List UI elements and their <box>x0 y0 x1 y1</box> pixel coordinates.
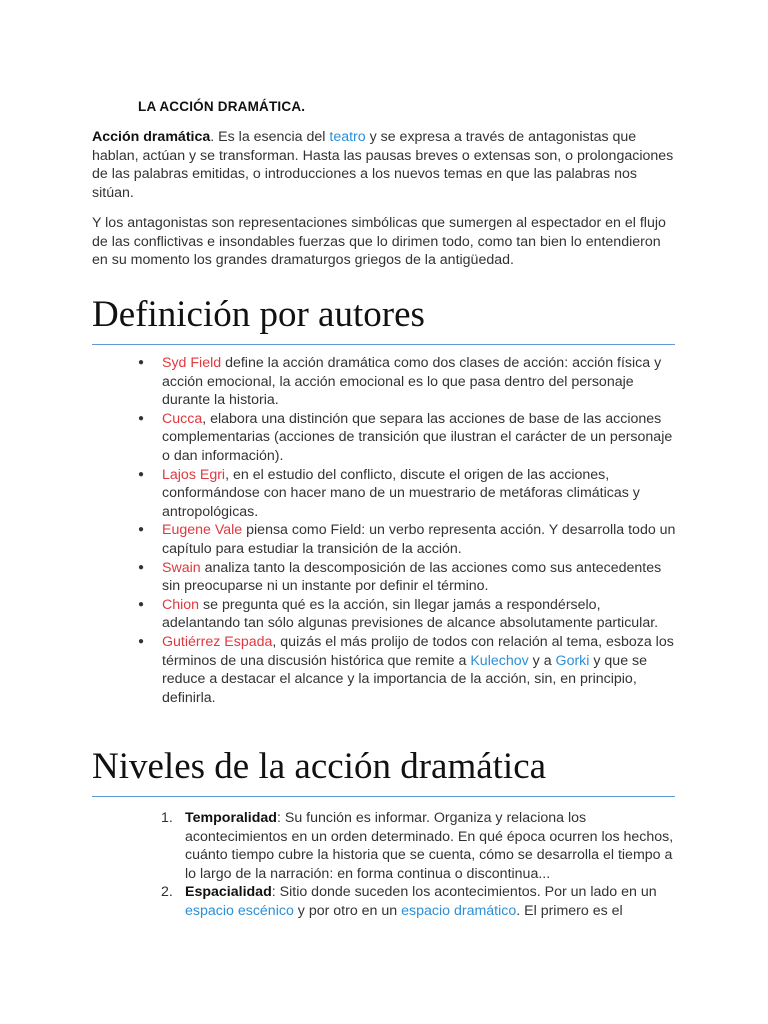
list-item <box>138 466 677 522</box>
author-link[interactable]: Eugene Vale <box>162 522 243 539</box>
list-item <box>138 596 677 633</box>
document-title: LA ACCIÓN DRAMÁTICA. <box>138 99 306 114</box>
list-item-text: , en el estudio del conflicto, discute el origen de las acciones, conformándose con hacer mano de un muestrario de metáforas climáticas y antropológicas. <box>162 466 640 520</box>
kulechov-link[interactable]: Kulechov <box>470 652 529 669</box>
list-item-text: piensa como Field: un verbo representa acción. Y desarrolla todo un capítulo para estudiar la transición de la acción. <box>162 522 676 557</box>
list-item <box>138 559 677 596</box>
intro-paragraph <box>92 128 677 202</box>
list-item-text: : Su función es informar. Organiza y relaciona los acontecimientos en un orden determinado. En qué época ocurren los hechos, cuánto tiempo cubre la historia que se cuenta, cómo se desarrolla el tiempo a lo largo de la narración: en forma continua o discontinua... <box>185 810 674 882</box>
list-item <box>138 521 677 558</box>
section-heading-niveles: Niveles de la acción dramática <box>92 745 675 797</box>
intro-term: Acción dramática <box>92 129 211 145</box>
author-link[interactable]: Gutiérrez Espada <box>162 633 273 650</box>
list-item <box>138 410 677 466</box>
list-item-text: y a <box>528 652 556 669</box>
levels-list <box>161 809 677 921</box>
list-item-text: define la acción dramática como dos clases de acción: acción física y acción emocional, la acción emocional es lo que pasa dentro del personaje durante la historia. <box>162 355 662 409</box>
intro-text-a: . Es la esencia del <box>210 129 330 145</box>
level-term: Espacialidad <box>185 884 272 901</box>
espacio-dramatico-link[interactable]: espacio dramático <box>401 902 517 919</box>
author-link[interactable]: Lajos Egri <box>162 466 226 483</box>
list-item <box>161 883 677 920</box>
bullet-icon: ● <box>138 598 145 610</box>
bullet-icon: ● <box>138 357 145 368</box>
list-item-text: analiza tanto la descomposición de las acciones como sus antecedentes sin preocuparse ni un instante por definir el término. <box>162 559 662 595</box>
author-link[interactable]: Chion <box>162 596 200 613</box>
intro-text-b: y se expresa a través de antagonistas que hablan, actúan y se transforman. Hasta las pausas breves o extensas son, o prolongaciones de las palabras emitidas, o introducciones a los nuevos temas en que las palabras nos sitúan. <box>92 129 674 201</box>
list-item-text: se pregunta qué es la acción, sin llegar jamás a respondérselo, adelantando tan sólo algunas previsiones de alcance absolutamente particular. <box>162 596 659 632</box>
list-item-text: y por otro en un <box>293 902 402 919</box>
gorki-link[interactable]: Gorki <box>555 652 590 669</box>
bullet-icon: ● <box>138 635 145 647</box>
author-link[interactable]: Swain <box>162 559 201 576</box>
list-number: 2. <box>161 884 173 901</box>
bullet-icon: ● <box>138 412 145 424</box>
level-term: Temporalidad <box>185 810 277 826</box>
list-item-text: y que se reduce a destacar el alcance y la importancia de la acción, sin, en principio, definirla. <box>162 652 648 706</box>
author-link[interactable]: Syd Field <box>162 355 222 371</box>
list-item-text: , quizás el más prolijo de todos con relación al tema, esboza los términos de una discusión histórica que remite a <box>162 633 674 669</box>
teatro-link[interactable]: teatro <box>329 129 366 145</box>
list-item <box>138 354 677 410</box>
list-number: 1. <box>161 810 173 826</box>
bullet-icon: ● <box>138 561 145 573</box>
list-item-text: : Sitio donde suceden los acontecimientos. Por un lado en un <box>271 884 657 901</box>
list-item <box>138 633 677 707</box>
antagonists-paragraph: Y los antagonistas son representaciones simbólicas que sumergen al espectador en el flujo de las conflictivas e insondables fuerzas que lo dirimen todo, como tan bien lo entendieron en su momento los grandes dramaturgos griegos de la antigüedad. <box>92 215 666 269</box>
bullet-icon: ● <box>138 524 145 536</box>
bullet-icon: ● <box>138 468 145 480</box>
section-heading-definiciones: Definición por autores <box>92 293 675 345</box>
authors-list <box>138 354 677 707</box>
author-link[interactable]: Cucca <box>162 410 203 427</box>
espacio-escenico-link[interactable]: espacio escénico <box>185 902 294 919</box>
list-item-text: . El primero es el <box>516 902 623 919</box>
list-item <box>161 809 677 883</box>
list-item-text: , elabora una distinción que separa las acciones de base de las acciones complementarias (acciones de transición que ilustran el carácter de un personaje o dan información). <box>162 410 673 464</box>
